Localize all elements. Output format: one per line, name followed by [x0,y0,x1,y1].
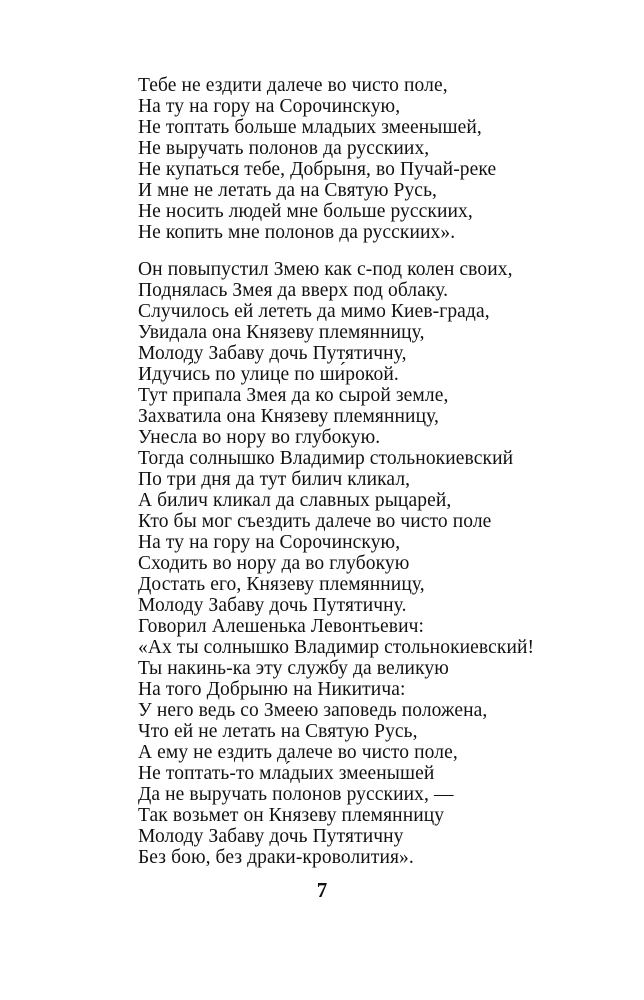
poem-line: Что ей не летать на Святую Русь, [138,721,418,742]
poem-line: Случилось ей лететь да мимо Киев-града, [138,301,490,322]
poem-line: Поднялась Змея да вверх под облаку. [138,280,449,301]
poem-line: Не копить мне полонов да русскиих». [138,222,456,243]
page-number: 7 [316,878,328,902]
poem-line: На ту на гору на Сорочинскую, [138,532,401,553]
poem-line: Тут припала Змея да ко сырой земле, [138,385,449,406]
poem-line: Так возьмет он Князеву племянницу [138,805,445,826]
stanza-1 [138,75,608,243]
poem-line: Идучи́сь по улице по ши́рокой. [138,364,399,385]
poem-line: Не топтать больше младыих змеенышей, [138,117,482,138]
poem-line: А ему не ездить далече во чисто поле, [138,742,458,763]
poem-line: Да не выручать полонов русскиих, — [138,784,454,805]
poem-line: А билич кликал да славных рыцарей, [138,490,452,511]
poem-line: Тогда солнышко Владимир стольнокиевский [138,448,514,469]
poem-line: Ты накинь-ка эту службу да великую [138,658,449,679]
poem-line: Молоду Забаву дочь Путятичну [138,826,404,847]
poem-line: Не выручать полонов да русскиих, [138,138,430,159]
poem-line: Не купаться тебе, Добрыня, во Пучай-реке [138,159,497,180]
poem-text [138,75,608,868]
poem-line: Тебе не ездити далече во чисто поле, [138,75,448,96]
poem-line: Не топтать-то мла́дыих змеенышей [138,763,435,784]
poem-line: Сходить во нору да во глубокую [138,553,410,574]
poem-line: Увидала она Князеву племянницу, [138,322,425,343]
poem-line: По три дня да тут билич кликал, [138,469,411,490]
poem-line: Достать его, Князеву племянницу, [138,574,425,595]
poem-line: Молоду Забаву дочь Путятичну. [138,595,407,616]
poem-line: Молоду Забаву дочь Путятичну, [138,343,407,364]
poem-line: У него ведь со Змеею заповедь положена, [138,700,488,721]
poem-line: На ту на гору на Сорочинскую, [138,96,401,117]
poem-line: Он повыпустил Змею как с-под колен своих, [138,259,513,280]
stanza-2 [138,259,608,868]
poem-line: Унесла во нору во глубокую. [138,427,381,448]
poem-line: Без бою, без драки-кроволития». [138,847,414,868]
poem-line: И мне не летать да на Святую Русь, [138,180,438,201]
poem-line: На того Добрыню на Никитича: [138,679,406,700]
poem-line: Говорил Алешенька Левонтьевич: [138,616,425,637]
poem-line: Кто бы мог съездить далече во чисто поле [138,511,492,532]
poem-line: «Ах ты солнышко Владимир стольнокиевский! [138,637,535,658]
poem-line: Не носить людей мне больше русскиих, [138,201,473,222]
poem-line: Захватила она Князеву племянницу, [138,406,439,427]
